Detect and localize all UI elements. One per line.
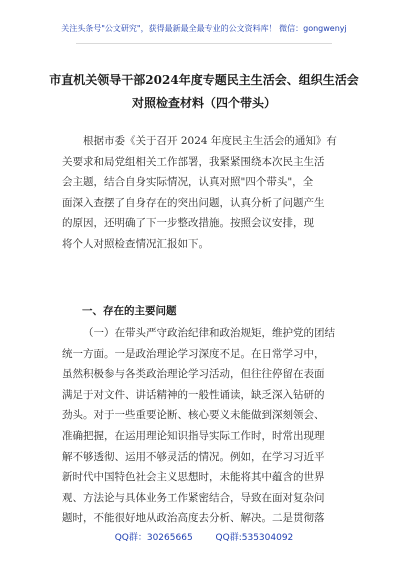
intro-line: 的原因，还明确了下一步整改措施。按照会议安排，现 xyxy=(62,217,314,230)
body-line: 虽然积极参与各类政治理论学习活动，但往往停留在表面 xyxy=(62,368,325,381)
footer-qq-group-2: QQ群:535304092 xyxy=(215,533,294,543)
intro-line: 根据市委《关于召开 2024 年度民主生活会的通知》有 xyxy=(83,135,337,147)
body-line: 解不够透彻、运用不够灵活的情况。例如，在学习习近平 xyxy=(62,450,325,463)
intro-paragraph xyxy=(62,131,350,255)
body-line: 新时代中国特色社会主义思想时，未能将其中蕴含的世界 xyxy=(62,471,325,484)
intro-line: 会主题，结合自身实际情况，认真对照"四个带头"，全 xyxy=(62,176,314,189)
intro-line: 将个人对照检查情况汇报如下。 xyxy=(62,237,209,250)
top-banner: 关注头条号"公文研究"，获得最新最全最专业的公文资料库！ 微信：gongwenyj xyxy=(61,24,347,33)
body-line: 观、方法论与具体业务工作紧密结合，导致在面对复杂问 xyxy=(62,491,325,504)
intro-line: 面深入查摆了自身存在的突出问题，认真分析了问题产生 xyxy=(62,196,325,209)
footer-contact xyxy=(0,530,408,543)
document-title-line-2: 对照检查材料（四个带头） xyxy=(131,96,276,110)
body-line: 题时，不能很好地从政治高度去分析、解决。二是贯彻落 xyxy=(62,512,325,525)
document-title-line-1: 市直机关领导干部2024年度专题民主生活会、组织生活会 xyxy=(49,73,359,87)
banner-divider xyxy=(76,43,332,44)
body-line: 劲头。对于一些重要论断、核心要义未能做到深刻领会、 xyxy=(62,409,325,422)
intro-line: 关要求和局党组相关工作部署，我紧紧围绕本次民主生活 xyxy=(62,155,325,168)
body-line: （一）在带头严守政治纪律和政治规矩，维护党的团结 xyxy=(83,327,335,339)
body-paragraph xyxy=(62,323,350,529)
section-heading: 一、存在的主要问题 xyxy=(82,305,177,317)
body-line: 统一方面。一是政治理论学习深度不足。在日常学习中， xyxy=(62,347,325,360)
body-line: 满足于对文件、讲话精神的一般性诵读，缺乏深入钻研的 xyxy=(62,388,325,401)
footer-qq-group-1: QQ群：30265665 xyxy=(114,533,193,543)
body-line: 准确把握，在运用理论知识指导实际工作时，时常出现理 xyxy=(62,429,325,442)
